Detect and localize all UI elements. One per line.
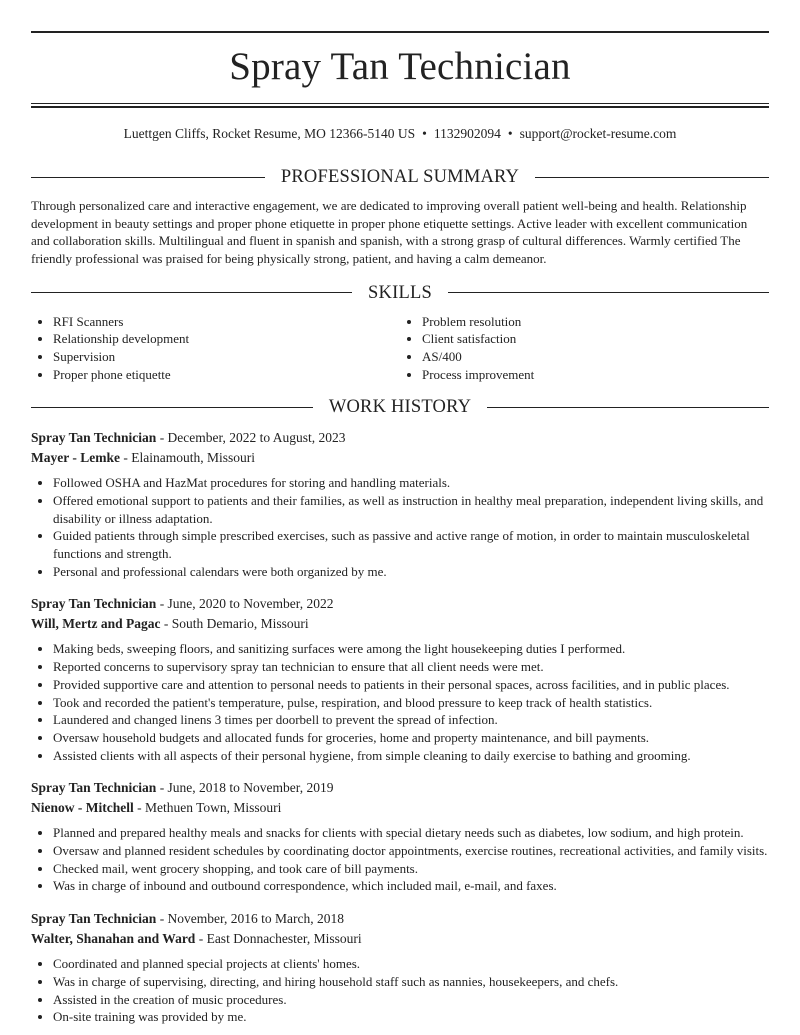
- job-title: Spray Tan Technician: [31, 596, 157, 612]
- job-title: Spray Tan Technician: [31, 780, 157, 796]
- job-bullet: • Provided supportive care and attention to personal needs to patients in their personal spaces, across facilities, and in public places.: [53, 676, 769, 694]
- job-company: Mayer - Lemke: [31, 450, 120, 466]
- job-company-line: [31, 614, 769, 634]
- contact-line: [31, 125, 769, 143]
- skill-item: • Problem resolution: [422, 313, 769, 331]
- job-company-line: [31, 448, 769, 468]
- job-bullets: [31, 474, 769, 580]
- contact-separator: •: [422, 126, 427, 141]
- skill-item: • Relationship development: [53, 330, 400, 348]
- section-title-work: WORK HISTORY: [328, 397, 472, 418]
- job-dates: - June, 2020 to November, 2022: [159, 596, 334, 612]
- skills-list: [31, 313, 769, 383]
- job-location: - Elainamouth, Missouri: [123, 450, 255, 466]
- job-bullet: • Checked mail, went grocery shopping, and took care of bill payments.: [53, 860, 769, 878]
- job-entry: [31, 428, 769, 580]
- job-bullets: [31, 640, 769, 764]
- job-bullet: • Offered emotional support to patients and their families, as well as instruction in healthy meal preparation, independent living skills, and disability or illness adaptation.: [53, 492, 769, 527]
- contact-email: support@rocket-resume.com: [519, 126, 677, 141]
- job-bullet: • Assisted in the creation of music procedures.: [53, 991, 769, 1009]
- job-bullet: • Followed OSHA and HazMat procedures for storing and handling materials.: [53, 474, 769, 492]
- job-title: Spray Tan Technician: [31, 430, 157, 446]
- job-dates: - November, 2016 to March, 2018: [159, 911, 344, 927]
- job-company-line: [31, 798, 769, 818]
- skill-item: • Proper phone etiquette: [53, 366, 400, 384]
- skill-item: • Process improvement: [422, 366, 769, 384]
- job-bullet: • Was in charge of inbound and outbound correspondence, which included mail, e-mail, and faxes.: [53, 877, 769, 895]
- contact-separator: •: [507, 126, 513, 141]
- section-title-skills: SKILLS: [368, 282, 432, 303]
- skill-item: • AS/400: [422, 348, 769, 366]
- job-entry: [31, 909, 769, 1026]
- skill-item: • RFI Scanners: [53, 313, 400, 331]
- job-location: - East Donnachester, Missouri: [198, 931, 362, 947]
- job-title: Spray Tan Technician: [31, 911, 157, 927]
- contact-phone: 1132902094: [433, 126, 501, 141]
- job-bullet: • Personal and professional calendars were both organized by me.: [53, 563, 769, 581]
- job-company: Will, Mertz and Pagac: [31, 616, 161, 632]
- section-title-summary: PROFESSIONAL SUMMARY: [280, 167, 520, 187]
- job-bullet: • Guided patients through simple prescribed exercises, such as passive and active range of motion, in order to maintain musculoskeletal functions and strength.: [53, 527, 769, 562]
- job-location: - South Demario, Missouri: [163, 616, 309, 632]
- job-bullet: • Coordinated and planned special projects at clients' homes.: [53, 955, 769, 973]
- job-location: - Methuen Town, Missouri: [137, 800, 282, 816]
- title-double-rule: [31, 103, 769, 108]
- skills-column-right: [400, 313, 769, 383]
- job-title-line: [31, 428, 769, 448]
- skill-item: • Client satisfaction: [422, 330, 769, 348]
- section-rule: [487, 407, 769, 408]
- section-rule: [535, 177, 769, 178]
- job-bullet: • Making beds, sweeping floors, and sanitizing surfaces were among the light housekeeping duties I performed.: [53, 640, 769, 658]
- job-bullet: • On-site training was provided by me.: [53, 1008, 769, 1026]
- section-rule: [31, 292, 352, 293]
- job-dates: - June, 2018 to November, 2019: [159, 780, 334, 796]
- resume-title: Spray Tan Technician: [229, 45, 571, 88]
- resume-page: [31, 0, 769, 1026]
- job-bullet: • Laundered and changed linens 3 times per doorbell to prevent the spread of infection.: [53, 711, 769, 729]
- job-title-line: [31, 909, 769, 929]
- job-company: Nienow - Mitchell: [31, 800, 134, 816]
- job-bullet: • Assisted clients with all aspects of their personal hygiene, from simple cleaning to daily exercise to bathing and grooming.: [53, 747, 769, 765]
- contact-address: Luettgen Cliffs, Rocket Resume, MO 12366-5140 US: [123, 126, 416, 141]
- job-company-line: [31, 929, 769, 949]
- section-rule: [31, 407, 313, 408]
- job-entry: [31, 778, 769, 895]
- section-header-work: [31, 396, 769, 418]
- job-title-line: [31, 778, 769, 798]
- summary-text: Through personalized care and interactive engagement, we are dedicated to improving overall patient well-being and health. Relationship development in beauty settings and proper phone etiquette in proper phone etiquette settings. Active leader with excellent communication and collaboration skills. Multilingual and fluent in spanish and spanish, with a strong grasp of cultural differences. Warmly certified The friendly professional was praised for being physically strong, patient, and having a calm demeanor.: [31, 198, 748, 267]
- section-rule: [448, 292, 769, 293]
- section-header-skills: [31, 282, 769, 304]
- job-company: Walter, Shanahan and Ward: [31, 931, 196, 947]
- job-bullet: • Planned and prepared healthy meals and snacks for clients with special dietary needs such as diabetes, low sodium, and high protein.: [53, 824, 769, 842]
- job-dates: - December, 2022 to August, 2023: [159, 430, 346, 446]
- job-bullet: • Was in charge of supervising, directing, and hiring household staff such as nannies, housekeepers, and chefs.: [53, 973, 769, 991]
- job-title-line: [31, 594, 769, 614]
- section-header-summary: [31, 166, 769, 188]
- job-bullet: • Reported concerns to supervisory spray tan technician to ensure that all client needs were met.: [53, 658, 769, 676]
- job-entry: [31, 594, 769, 764]
- job-bullet: • Oversaw household budgets and allocated funds for groceries, home and property maintenance, and bill payments.: [53, 729, 769, 747]
- job-bullet: • Oversaw and planned resident schedules by coordinating doctor appointments, exercise routines, recreational activities, and family visits.: [53, 842, 769, 860]
- skill-item: • Supervision: [53, 348, 400, 366]
- job-bullet: • Took and recorded the patient's temperature, pulse, respiration, and blood pressure to keep track of health statistics.: [53, 694, 769, 712]
- section-rule: [31, 177, 265, 178]
- job-bullets: [31, 824, 769, 895]
- job-bullets: [31, 955, 769, 1026]
- skills-column-left: [31, 313, 400, 383]
